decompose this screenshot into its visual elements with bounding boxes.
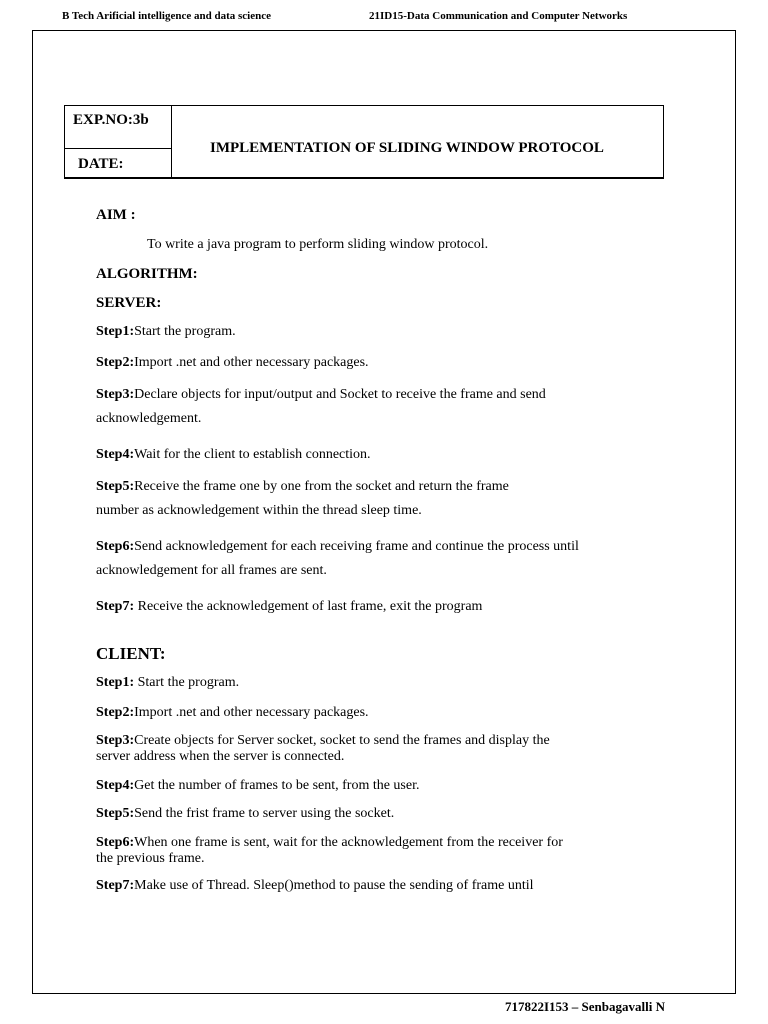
algorithm-heading: ALGORITHM:	[96, 266, 198, 282]
step-label: Step2:	[96, 705, 135, 720]
client-step-6	[96, 835, 563, 851]
step-text: Send the frist frame to server using the socket.	[134, 806, 395, 821]
experiment-date-label: DATE:	[78, 156, 124, 172]
step-text: Import .net and other necessary packages.	[134, 355, 369, 370]
step-text: Receive the frame one by one from the socket and return the frame	[134, 479, 509, 494]
step-label: Step3:	[96, 733, 135, 748]
step-text: Make use of Thread. Sleep()method to pause the sending of frame until	[134, 878, 534, 893]
step-label: Step5:	[96, 806, 135, 821]
step-label: Step5:	[96, 479, 135, 494]
client-step-3-cont: server address when the server is connected.	[96, 749, 345, 764]
header-subject: 21ID15-Data Communication and Computer Networks	[369, 10, 628, 22]
client-step-6-cont: the previous frame.	[96, 851, 205, 866]
server-step-3-cont: acknowledgement.	[96, 411, 202, 426]
aim-heading: AIM :	[96, 207, 136, 223]
server-step-7	[96, 599, 482, 615]
server-step-5-cont: number as acknowledgement within the thread sleep time.	[96, 503, 422, 518]
client-step-2	[96, 705, 369, 721]
table-divider-horizontal	[65, 148, 171, 149]
step-text: Wait for the client to establish connection.	[134, 447, 371, 462]
step-label: Step1:	[96, 324, 135, 339]
step-label: Step4:	[96, 778, 135, 793]
client-heading: CLIENT:	[96, 644, 166, 663]
step-label: Step6:	[96, 835, 135, 850]
experiment-number: EXP.NO:3b	[73, 112, 149, 128]
client-step-1	[96, 675, 239, 691]
server-heading: SERVER:	[96, 295, 162, 311]
server-step-6	[96, 539, 579, 555]
footer-student: 717822I153 – Senbagavalli N	[505, 999, 665, 1014]
step-label: Step7:	[96, 599, 135, 614]
client-step-3	[96, 733, 550, 749]
step-text: Get the number of frames to be sent, from the user.	[134, 778, 420, 793]
client-step-7	[96, 878, 534, 894]
step-label: Step3:	[96, 387, 135, 402]
server-step-4	[96, 447, 371, 463]
step-text: When one frame is sent, wait for the acknowledgement from the receiver for	[134, 835, 563, 850]
step-label: Step6:	[96, 539, 135, 554]
step-text: Send acknowledgement for each receiving frame and continue the process until	[134, 539, 579, 554]
step-label: Step7:	[96, 878, 135, 893]
step-text: Start the program.	[134, 324, 236, 339]
step-label: Step4:	[96, 447, 135, 462]
step-text: Receive the acknowledgement of last frame, exit the program	[134, 599, 483, 614]
server-step-6-cont: acknowledgement for all frames are sent.	[96, 563, 327, 578]
server-step-5	[96, 479, 509, 495]
aim-text: To write a java program to perform sliding window protocol.	[147, 237, 489, 252]
header-course: B Tech Arificial intelligence and data science	[62, 10, 271, 22]
table-divider-vertical	[171, 106, 172, 177]
step-text: Declare objects for input/output and Socket to receive the frame and send	[134, 387, 546, 402]
client-step-5	[96, 806, 394, 822]
step-text: Start the program.	[134, 675, 240, 690]
step-label: Step1:	[96, 675, 135, 690]
step-label: Step2:	[96, 355, 135, 370]
server-step-3	[96, 387, 546, 403]
step-text: Import .net and other necessary packages.	[134, 705, 369, 720]
server-step-2	[96, 355, 369, 371]
server-step-1	[96, 324, 236, 340]
step-text: Create objects for Server socket, socket to send the frames and display the	[134, 733, 550, 748]
experiment-info-table	[64, 105, 664, 179]
experiment-title: IMPLEMENTATION OF SLIDING WINDOW PROTOCOL	[210, 140, 604, 156]
client-step-4	[96, 778, 419, 794]
